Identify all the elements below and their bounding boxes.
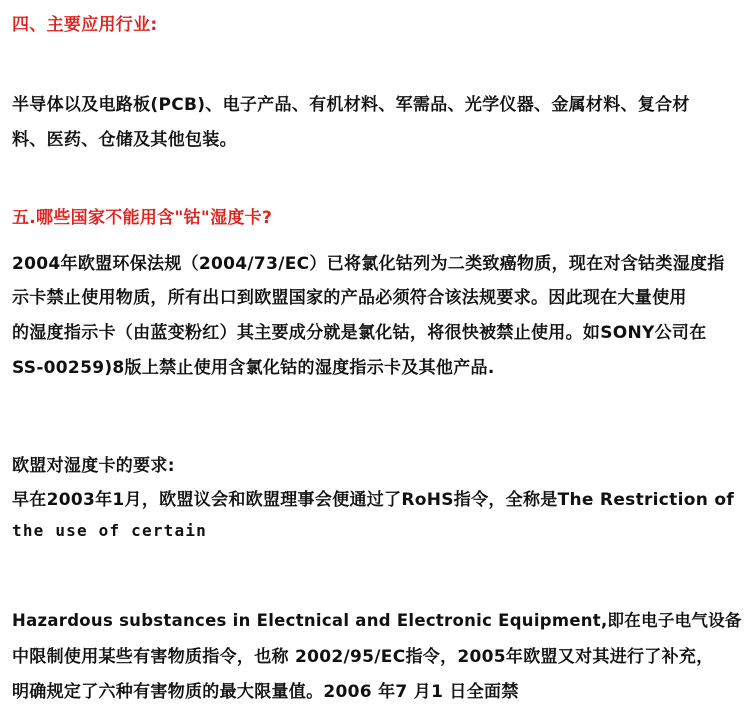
section-5-line-2: 示卡禁止使用物质，所有出口到欧盟国家的产品必须符合该法规要求。因此现在大量使用 bbox=[12, 288, 687, 308]
eu-requirements-title: 欧盟对湿度卡的要求: bbox=[12, 456, 175, 476]
section-5-line-3: 的湿度指示卡（由蓝变粉红）其主要成分就是氯化钴，将很快被禁止使用。如SONY公司在 bbox=[12, 323, 707, 343]
section-4-line-2: 料、医药、仓储及其他包装。 bbox=[12, 130, 237, 150]
section-5-line-4: SS-00259)8版上禁止使用含氯化钴的湿度指示卡及其他产品. bbox=[12, 358, 495, 378]
eu-requirements-line-1: 早在2003年1月，欧盟议会和欧盟理事会便通过了RoHS指令，全称是The Restriction of bbox=[12, 490, 735, 510]
section-5-line-1: 2004年欧盟环保法规（2004/73/EC）已将氯化钴列为二类致癌物质，现在对含钴类湿度指 bbox=[12, 254, 725, 274]
heading-section-5: 五.哪些国家不能用含"钴"湿度卡? bbox=[12, 208, 273, 228]
hazard-line-1: Hazardous substances in Electnical and Electronic Equipment,即在电子电气设备 bbox=[12, 611, 742, 630]
section-4-line-1: 半导体以及电路板(PCB)、电子产品、有机材料、军需品、光学仪器、金属材料、复合材 bbox=[12, 95, 690, 115]
hazard-line-3: 明确规定了六种有害物质的最大限量值。2006 年7 月1 日全面禁 bbox=[12, 682, 519, 702]
hazard-line-2: 中限制使用某些有害物质指令，也称 2002/95/EC指令，2005年欧盟又对其进行了补充， bbox=[12, 647, 714, 667]
eu-requirements-line-2: the use of certain bbox=[12, 521, 207, 540]
heading-section-4: 四、主要应用行业: bbox=[12, 15, 158, 35]
